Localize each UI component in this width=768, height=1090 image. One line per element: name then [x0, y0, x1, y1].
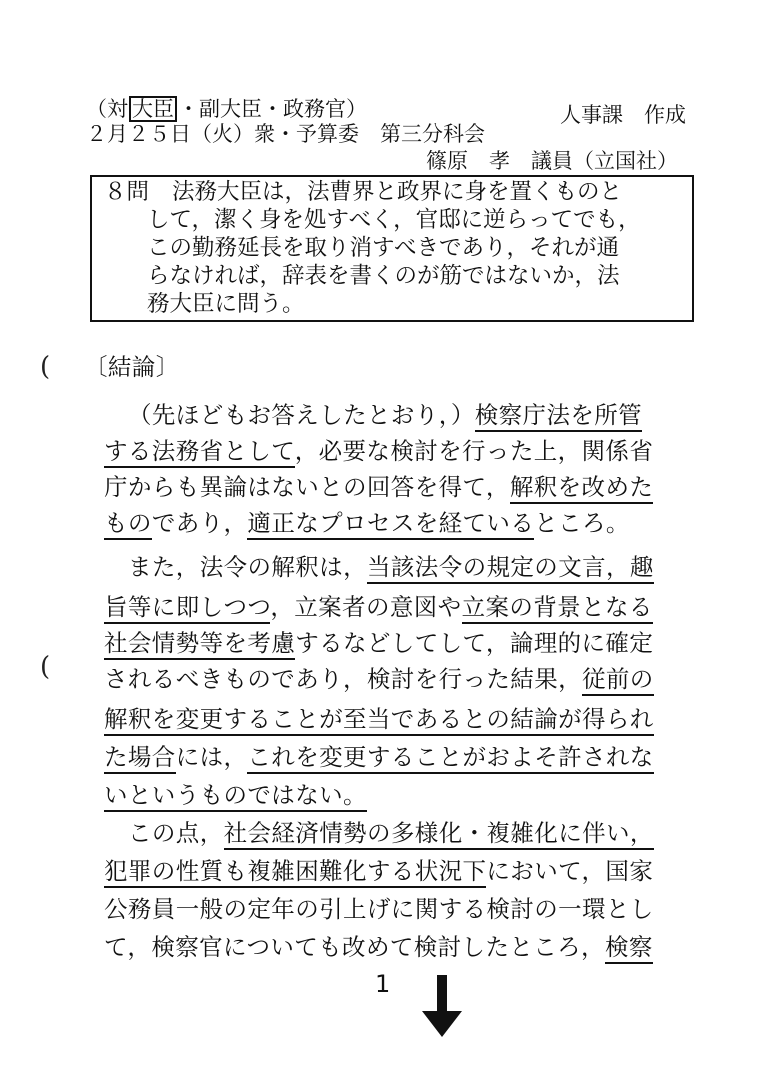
underlined-run: 当該法令の規定の文言，趣: [367, 553, 654, 584]
body-line: [104, 780, 367, 810]
underlined-run: 社会経済情勢の多様化・複雑化に伴い，: [224, 819, 654, 850]
text-run: には，: [175, 743, 248, 771]
body-line: [104, 932, 653, 962]
text-run: て，検察官についても改めて検討したところ，: [104, 933, 605, 961]
body-line: [128, 818, 654, 848]
body-line: [128, 552, 654, 582]
audience-boxed-minister: 大臣: [129, 96, 177, 122]
audience-rest: ・副大臣・政務官）: [178, 97, 367, 121]
audience-open: （対: [86, 97, 128, 121]
underlined-run: 旨等に即しつつ: [104, 593, 270, 624]
body-line: [104, 742, 654, 772]
underlined-run: 犯罪の性質も複雑困難化する状況下: [104, 857, 486, 888]
underlined-run: 社会情勢等を考慮: [104, 629, 295, 660]
underlined-run: 検察庁法を所管: [475, 401, 642, 432]
questioner: 篠原 孝 議員（立国社）: [426, 149, 678, 173]
page-number: 1: [375, 970, 391, 998]
margin-mark: (: [40, 652, 51, 682]
underlined-run: 適正なプロセスを経ている: [247, 509, 534, 540]
text-run: において，国家: [486, 857, 654, 885]
arrow-down-icon: [422, 975, 462, 1041]
text-run: 庁からも異論はないとの回答を得て，: [104, 473, 510, 501]
date-committee: ２月２５日（火）衆・予算委 第三分科会: [86, 122, 485, 146]
text-run: ，必要な検討を行った上，関係省: [294, 437, 654, 465]
body-line: [104, 664, 654, 694]
text-run: 公務員一般の定年の引上げに関する検討の一環とし: [104, 895, 654, 923]
question-line: して，潔く身を処すべく，官邸に逆らってでも，: [147, 207, 641, 233]
underlined-run: これを変更することがおよそ許されな: [247, 743, 653, 774]
question-line: この勤務延長を取り消すべきであり，それが通: [147, 235, 620, 261]
text-run: ，立案者の意図や: [270, 593, 462, 621]
question-line: 務大臣に問う。: [147, 291, 305, 317]
text-run: されるべきものであり，検討を行った結果，: [104, 665, 582, 693]
text-run: であり，: [151, 509, 248, 537]
body-line: [104, 436, 653, 466]
question-line: 法務大臣は，法曹界と政界に身を置くものと: [172, 179, 623, 205]
text-run: また，法令の解釈は，: [128, 553, 367, 581]
body-line: [128, 400, 642, 430]
underlined-run: する法務省として: [104, 437, 295, 468]
underlined-run: 解釈を変更することが至当であるとの結論が得られ: [104, 705, 654, 736]
underlined-run: 立案の背景となる: [462, 593, 653, 624]
body-line: [104, 894, 654, 924]
question-number: ８問: [104, 179, 150, 205]
text-run: （先ほどもお答えしたとおり，）: [128, 401, 475, 429]
body-line: [104, 704, 654, 734]
underlined-run: もの: [104, 509, 152, 540]
underlined-run: 従前の: [582, 665, 654, 696]
body-line: [104, 508, 630, 538]
margin-mark: (: [40, 352, 51, 382]
body-line: [104, 856, 653, 886]
conclusion-label: 〔結論〕: [84, 353, 180, 381]
underlined-run: た場合: [104, 743, 176, 774]
underlined-run: いというものではない。: [104, 781, 367, 812]
underlined-run: 検察: [605, 933, 653, 964]
question-line: らなければ，辞表を書くのが筋ではないか，法: [147, 263, 620, 289]
underlined-run: 解釈を改めた: [510, 473, 653, 504]
audience-line: [86, 96, 367, 122]
body-line: [104, 592, 653, 622]
body-line: [104, 628, 653, 658]
body-line: [104, 472, 653, 502]
author-label: 人事課 作成: [560, 103, 686, 127]
text-run: ところ。: [534, 509, 630, 537]
text-run: するなどしてして，論理的に確定: [295, 629, 654, 657]
text-run: この点，: [128, 819, 224, 847]
